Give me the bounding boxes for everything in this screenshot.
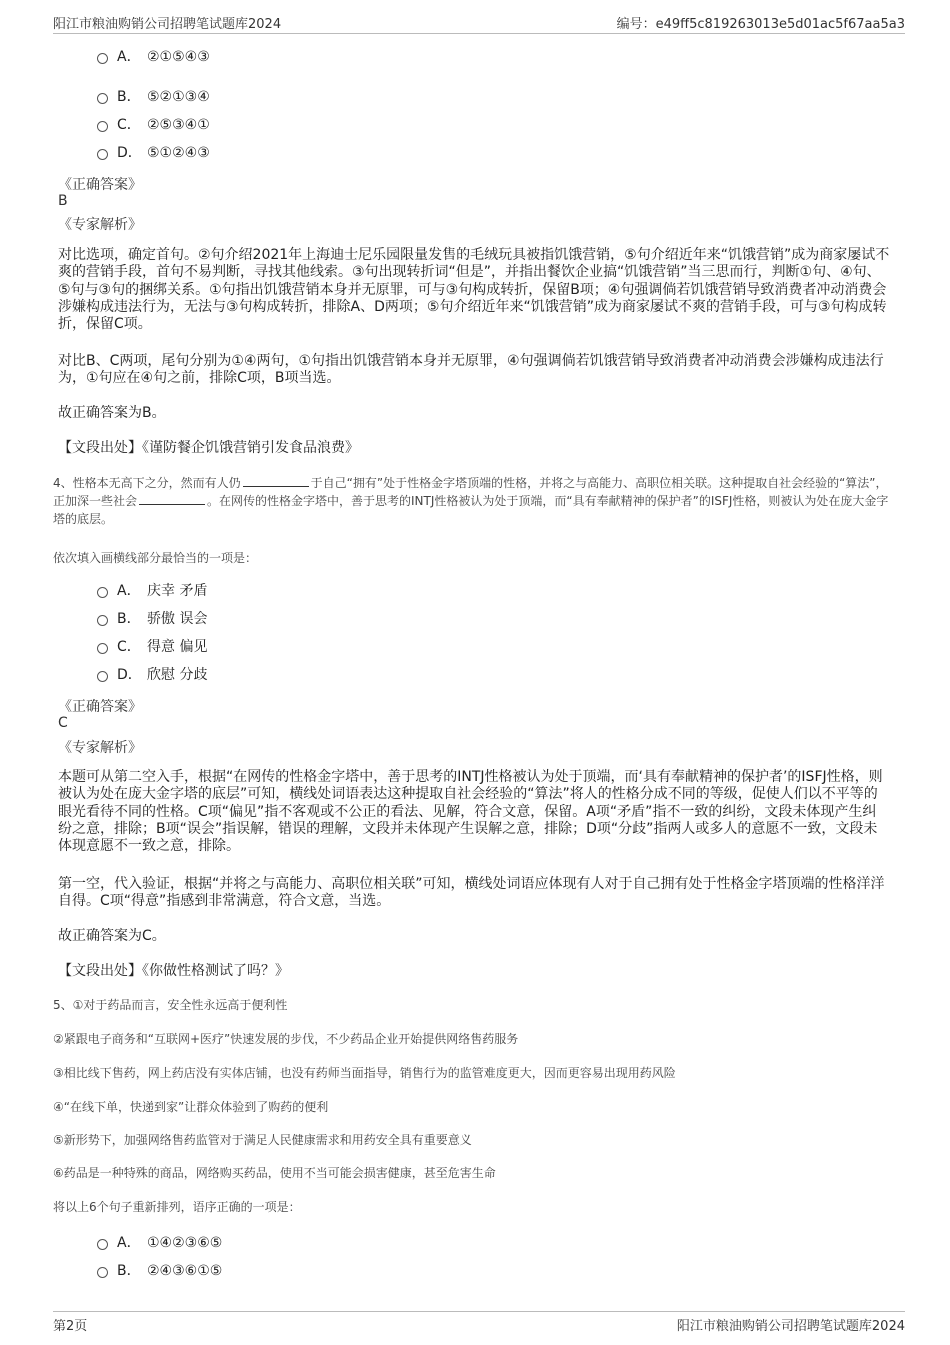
q4-analysis-p3: 故正确答案为C。 [58, 928, 166, 944]
fill-blank-1 [243, 475, 309, 487]
footer-page-number: 第2页 [53, 1319, 88, 1334]
q4-analysis-p2: 第一空，代入验证，根据“并将之与高能力、高职位相关联”可知，横线处词语应体现有人对于自己拥有处于性格金字塔顶端的性格洋洋自得。C项“得意”指感到非常满意，符合文意，当选。 [58, 876, 885, 910]
radio-icon[interactable] [97, 615, 108, 626]
q5-sentence-1: 5、①对于药品而言，安全性永远高于便利性 [53, 998, 288, 1012]
radio-icon[interactable] [97, 121, 108, 132]
header-title: 阳江市粮油购销公司招聘笔试题库2024 [53, 17, 282, 32]
q4-prompt: 依次填入画横线部分最恰当的一项是： [53, 551, 258, 565]
radio-icon[interactable] [97, 1239, 108, 1250]
q3-analysis-p2: 对比B、C两项，尾句分别为①④两句，①句指出饥饿营销本身并无原罪，④句强调倘若饥饿营销导致消费者冲动消费会涉嫌构成违法行为，①句应在④句之前，排除C项，B项当选。 [58, 353, 884, 387]
q5-sentence-5: ⑤新形势下，加强网络售药监管对于满足人民健康需求和用药安全具有重要意义 [53, 1133, 472, 1147]
radio-icon[interactable] [97, 643, 108, 654]
q3-analysis-p1: 对比选项，确定首句。②句介绍2021年上海迪士尼乐园限量发售的毛绒玩具被指饥饿营销，⑤句介绍近年来“饥饿营销”成为商家屡试不爽的营销手段，首句不易判断，寻找其他线索。③句出现转折词“但是”，并指出餐饮企业搞“饥饿营销”当三思而行，判断①句、④句、⑤句与③句的捆绑关系。①句指出饥饿营销本身并无原罪，可与③句构成转折，保留B项；④句强调倘若饥饿营销导致消费者冲动消费会涉嫌构成违法行为，无法与③句构成转折，排除A、D两项；⑤句介绍近年来“饥饿营销”成为商家屡试不爽的营销手段，可与③句构成转折，保留C项。 [58, 247, 890, 333]
q5-sentence-3: ③相比线下售药，网上药店没有实体店铺，也没有药师当面指导，销售行为的监管难度更大，因而更容易出现用药风险 [53, 1066, 676, 1080]
q4-analysis-p1: 本题可从第二空入手，根据“在网传的性格金字塔中，善于思考的INTJ性格被认为处于顶端，而‘具有奉献精神的保护者’的ISFJ性格，则被认为处在庞大金字塔的底层”可知，横线处词语表达这种提取自社会经验的“算法”将人的性格分成不同的等级，促使人们以不平等的眼光看待不同的性格。C项“偏见”指不客观或不公正的看法、见解，符合文意，保留。A项“矛盾”指不一致的纠纷，文段未体现产生纠纷之意，排除；B项“误会”指误解，错误的理解，文段并未体现产生误解之意，排除；D项“分歧”指两人或多人的意愿不一致，文段未体现意愿不一致之意，排除。 [58, 769, 883, 855]
radio-icon[interactable] [97, 671, 108, 682]
radio-icon[interactable] [97, 149, 108, 160]
q3-source: 【文段出处】《谨防餐企饥饿营销引发食品浪费》 [58, 440, 359, 456]
q4-answer-label: 《正确答案》 [58, 699, 142, 715]
q3-analysis-label: 《专家解析》 [58, 217, 142, 233]
q4-answer: C [58, 715, 68, 731]
q4-stem: 4、性格本无高下之分，然而有人仍 于自己“拥有”处于性格金字塔顶端的性格，并将之与高能力、高职位相关联。这种提取自社会经验的“算法”，正加深一些社会 。在网传的性格金字塔中，善于思考的INTJ性格被认为处于顶端，而“具有奉献精神的保护者”的ISFJ性格，则被认为处在庞大金字塔的底层。 [53, 476, 889, 526]
q5-sentence-6: ⑥药品是一种特殊的商品，网络购买药品，使用不当可能会损害健康，甚至危害生命 [53, 1166, 496, 1180]
q3-answer: B [58, 193, 68, 209]
radio-icon[interactable] [97, 93, 108, 104]
footer-title: 阳江市粮油购销公司招聘笔试题库2024 [676, 1319, 905, 1334]
page-header [53, 13, 905, 34]
q4-source: 【文段出处】《你做性格测试了吗？》 [58, 963, 289, 979]
q3-analysis-p3: 故正确答案为B。 [58, 405, 166, 421]
fill-blank-2 [139, 493, 205, 505]
page-footer [53, 1311, 905, 1334]
radio-icon[interactable] [97, 1267, 108, 1278]
radio-icon[interactable] [97, 587, 108, 598]
radio-icon[interactable] [97, 53, 108, 64]
q4-analysis-label: 《专家解析》 [58, 740, 142, 756]
q3-answer-label: 《正确答案》 [58, 177, 142, 193]
q5-sentence-2: ②紧跟电子商务和“互联网+医疗”快速发展的步伐，不少药品企业开始提供网络售药服务 [53, 1032, 519, 1046]
q5-sentence-4: ④“在线下单，快递到家”让群众体验到了购药的便利 [53, 1100, 329, 1114]
header-serial: 编号：e49ff5c819263013e5d01ac5f67aa5a3 [616, 17, 905, 32]
q5-prompt: 将以上6个句子重新排列，语序正确的一项是： [53, 1200, 301, 1214]
